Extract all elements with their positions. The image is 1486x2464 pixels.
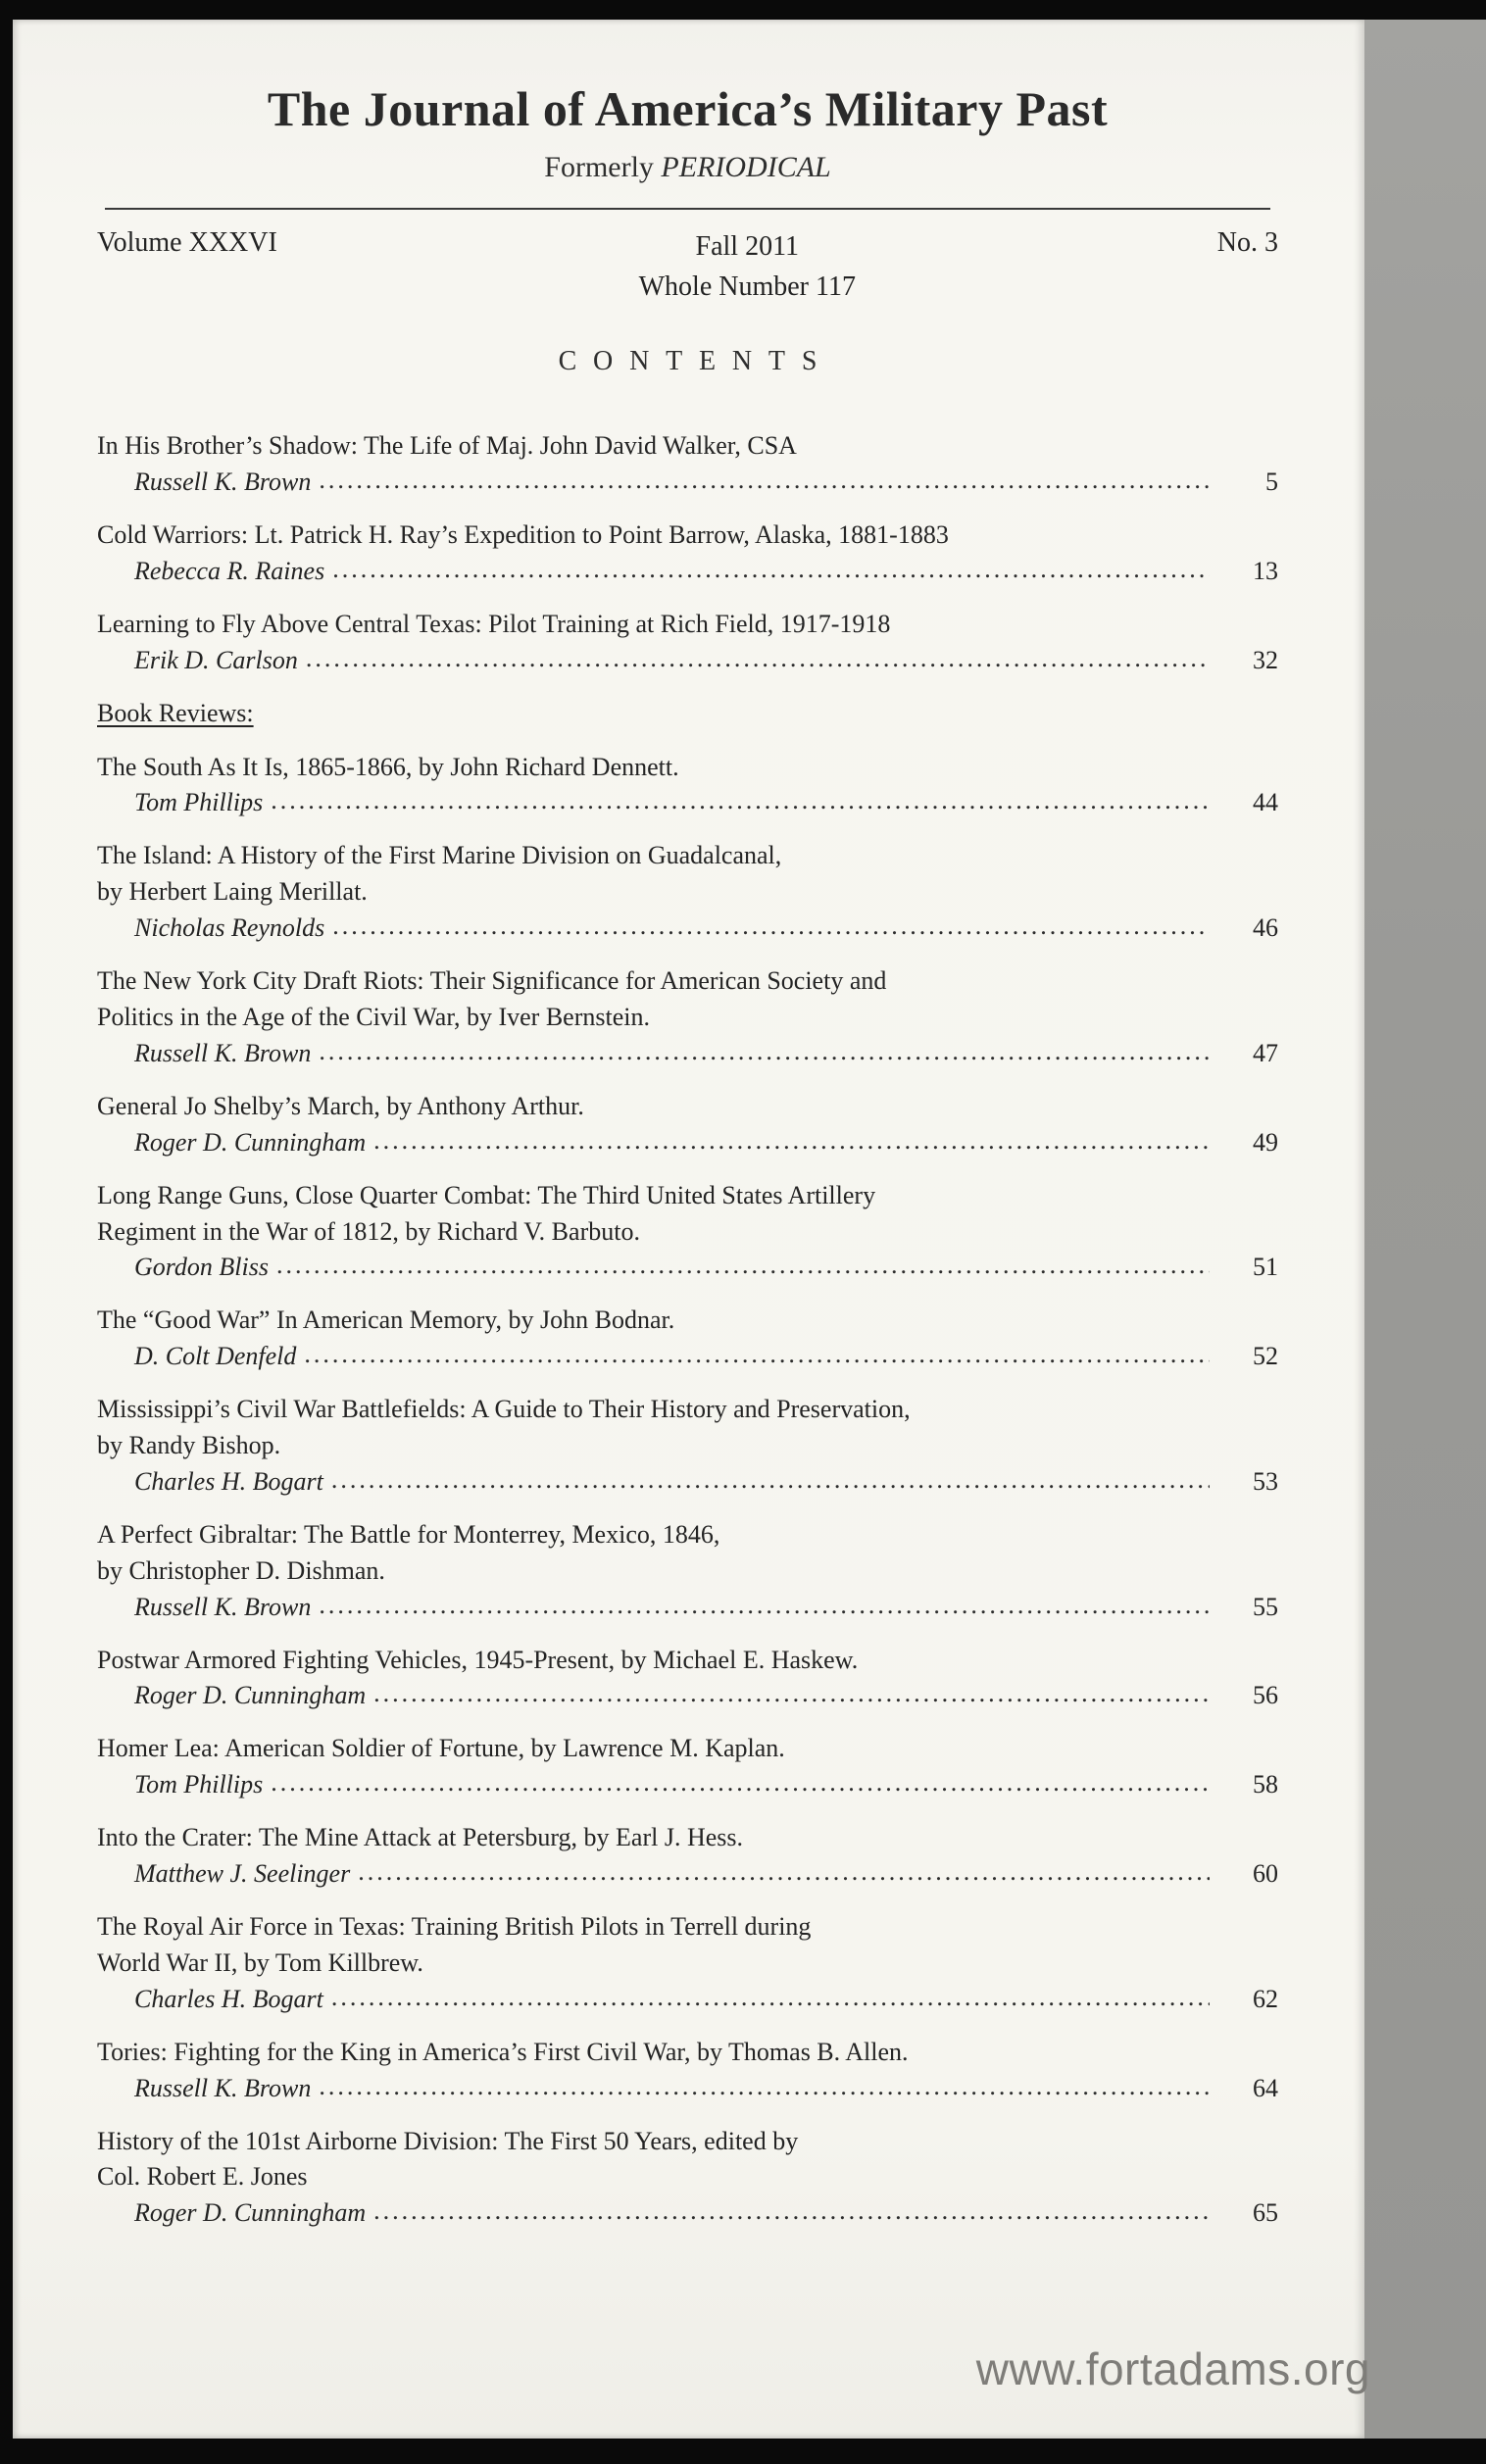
entry-author-row [97, 911, 1278, 947]
toc-entry [97, 517, 1278, 590]
entry-title-line: Col. Robert E. Jones [97, 2162, 308, 2192]
entry-author-row [97, 2195, 1278, 2232]
entry-page-number: 52 [1253, 1342, 1278, 1371]
toc-entry [97, 2124, 1278, 2233]
toc-entry [97, 838, 1278, 947]
entry-author-row [97, 1464, 1278, 1501]
entry-author: Charles H. Bogart [134, 1466, 323, 1496]
entry-title-line: Learning to Fly Above Central Texas: Pilot Training at Rich Field, 1917-1918 [97, 609, 891, 638]
entry-page-number: 47 [1253, 1038, 1278, 1067]
toc-entry [97, 1089, 1278, 1161]
toc-entry [97, 750, 1278, 822]
entry-author-row [97, 465, 1278, 501]
issue-number-label: No. 3 [1216, 227, 1278, 258]
whole-number-label: Whole Number 117 [638, 271, 856, 302]
entry-author-row [97, 1856, 1278, 1893]
entry-author-row [97, 1767, 1278, 1803]
entry-author: Matthew J. Seelinger [134, 1859, 351, 1889]
watermark: www.fortadams.org [975, 2343, 1370, 2394]
entry-title-line: Cold Warriors: Lt. Patrick H. Ray’s Expedition to Point Barrow, Alaska, 1881-1883 [97, 520, 949, 549]
entry-author-row [97, 643, 1278, 679]
entry-author: Roger D. Cunningham [134, 1127, 367, 1157]
entry-page-number: 49 [1253, 1127, 1278, 1157]
entry-page-number: 58 [1253, 1770, 1278, 1799]
entry-title-line: by Christopher D. Dishman. [97, 1555, 385, 1585]
toc-entry [97, 1643, 1278, 1715]
entry-title-line: Into the Crater: The Mine Attack at Petersburg, by Earl J. Hess. [97, 1823, 744, 1852]
entry-author-row [97, 1339, 1278, 1375]
entry-page-number: 32 [1253, 645, 1278, 674]
entry-page-number: 55 [1253, 1592, 1278, 1621]
scanned-page [13, 20, 1370, 2439]
entry-author: Erik D. Carlson [134, 645, 298, 674]
entry-author: Russell K. Brown [134, 2073, 312, 2102]
dotted-leader [373, 2193, 1210, 2230]
entry-page-number: 13 [1253, 556, 1278, 585]
entry-title-line: World War II, by Tom Killbrew. [97, 1947, 423, 1977]
entry-author: Nicholas Reynolds [134, 913, 325, 943]
entry-title-line: by Randy Bishop. [97, 1431, 281, 1460]
entry-title-line: A Perfect Gibraltar: The Battle for Monterrey, Mexico, 1846, [97, 1519, 720, 1549]
entry-author-row [97, 1982, 1278, 2018]
entry-author-row [97, 554, 1278, 590]
toc-entry [97, 428, 1278, 501]
entry-title-line: The Island: A History of the First Marine Division on Guadalcanal, [97, 841, 782, 870]
dotted-leader [271, 783, 1210, 819]
dotted-leader [319, 1034, 1210, 1070]
issue-center-block [639, 227, 856, 307]
entry-author-row [97, 2071, 1278, 2107]
dotted-leader [331, 1462, 1210, 1499]
entry-page-number: 62 [1253, 1984, 1278, 2013]
dotted-leader [306, 641, 1210, 677]
entry-author: Rebecca R. Raines [134, 556, 325, 585]
volume-label: Volume XXXVI [97, 227, 277, 258]
table-of-contents [97, 428, 1278, 2232]
toc-entry [97, 1731, 1278, 1803]
entry-author: Roger D. Cunningham [134, 2198, 367, 2228]
subtitle-former-name: PERIODICAL [661, 151, 831, 183]
toc-entry [97, 963, 1278, 1072]
entry-title-line: Politics in the Age of the Civil War, by Iver Bernstein. [97, 1002, 650, 1031]
entry-title-line: Regiment in the War of 1812, by Richard V. Barbuto. [97, 1216, 640, 1246]
entry-author: Charles H. Bogart [134, 1984, 323, 2013]
entry-author-row [97, 1125, 1278, 1161]
entry-page-number: 64 [1253, 2073, 1278, 2102]
toc-entry [97, 2035, 1278, 2107]
toc-entry [97, 1517, 1278, 1626]
toc-entry [97, 1909, 1278, 2018]
entry-author: Russell K. Brown [134, 1592, 312, 1621]
dotted-leader [358, 1854, 1210, 1891]
entry-author: Tom Phillips [134, 1770, 264, 1799]
dotted-leader [332, 909, 1210, 945]
page-subtitle [97, 151, 1278, 184]
dotted-leader [319, 1588, 1210, 1624]
dotted-leader [304, 1337, 1210, 1373]
dotted-leader [276, 1248, 1210, 1284]
contents-heading: CONTENTS [558, 346, 834, 377]
entry-page-number: 44 [1253, 788, 1278, 817]
section-heading: Book Reviews: [97, 698, 254, 727]
entry-title-line: Long Range Guns, Close Quarter Combat: The Third United States Artillery [97, 1180, 876, 1209]
dotted-leader [373, 1676, 1210, 1712]
entry-title-line: The South As It Is, 1865-1866, by John Richard Dennett. [97, 752, 679, 781]
entry-page-number: 46 [1253, 913, 1278, 943]
entry-title-line: History of the 101st Airborne Division: The First 50 Years, edited by [97, 2126, 799, 2155]
entry-title-line: by Herbert Laing Merillat. [97, 877, 368, 907]
dotted-leader [332, 552, 1210, 588]
dotted-leader [319, 463, 1210, 499]
dotted-leader [373, 1123, 1210, 1159]
scanner-background [1364, 20, 1486, 2439]
entry-author: Tom Phillips [134, 788, 264, 817]
toc-entry [97, 1392, 1278, 1501]
entry-title-line: Mississippi’s Civil War Battlefields: A Guide to Their History and Preservation, [97, 1395, 911, 1424]
entry-page-number: 60 [1253, 1859, 1278, 1889]
entry-author-row [97, 1678, 1278, 1714]
season-label: Fall 2011 [695, 231, 800, 262]
header-divider [105, 208, 1270, 210]
page-title: The Journal of America’s Military Past [267, 81, 1109, 136]
issue-info-row [97, 227, 1278, 307]
entry-title-line: Homer Lea: American Soldier of Fortune, by Lawrence M. Kaplan. [97, 1734, 785, 1763]
entry-title-line: General Jo Shelby’s March, by Anthony Arthur. [97, 1091, 584, 1120]
entry-page-number: 65 [1253, 2198, 1278, 2228]
toc-entry [97, 1303, 1278, 1375]
toc-entry [97, 1820, 1278, 1893]
entry-title-line: In His Brother’s Shadow: The Life of Maj. John David Walker, CSA [97, 431, 797, 461]
entry-page-number: 53 [1253, 1466, 1278, 1496]
entry-title-line: The Royal Air Force in Texas: Training British Pilots in Terrell during [97, 1912, 812, 1941]
entry-author-row [97, 785, 1278, 821]
entry-author-row [97, 1036, 1278, 1072]
entry-title-line: Postwar Armored Fighting Vehicles, 1945-Present, by Michael E. Haskew. [97, 1645, 859, 1674]
dotted-leader [271, 1765, 1210, 1801]
entry-author: Russell K. Brown [134, 468, 312, 497]
dotted-leader [319, 2069, 1210, 2105]
dotted-leader [331, 1980, 1210, 2016]
entry-page-number: 56 [1253, 1681, 1278, 1710]
entry-title-line: The “Good War” In American Memory, by John Bodnar. [97, 1306, 675, 1335]
entry-author: D. Colt Denfeld [134, 1342, 297, 1371]
entry-page-number: 5 [1265, 468, 1278, 497]
entry-title-line: Tories: Fighting for the King in America’s First Civil War, by Thomas B. Allen. [97, 2037, 909, 2066]
entry-author-row [97, 1590, 1278, 1626]
entry-author: Roger D. Cunningham [134, 1681, 367, 1710]
toc-entry [97, 1178, 1278, 1287]
entry-author-row [97, 1250, 1278, 1286]
entry-author: Russell K. Brown [134, 1038, 312, 1067]
entry-title-line: The New York City Draft Riots: Their Significance for American Society and [97, 966, 887, 996]
toc-entry [97, 607, 1278, 679]
entry-page-number: 51 [1253, 1253, 1278, 1282]
subtitle-prefix: Formerly [544, 151, 662, 183]
entry-author: Gordon Bliss [134, 1253, 269, 1282]
